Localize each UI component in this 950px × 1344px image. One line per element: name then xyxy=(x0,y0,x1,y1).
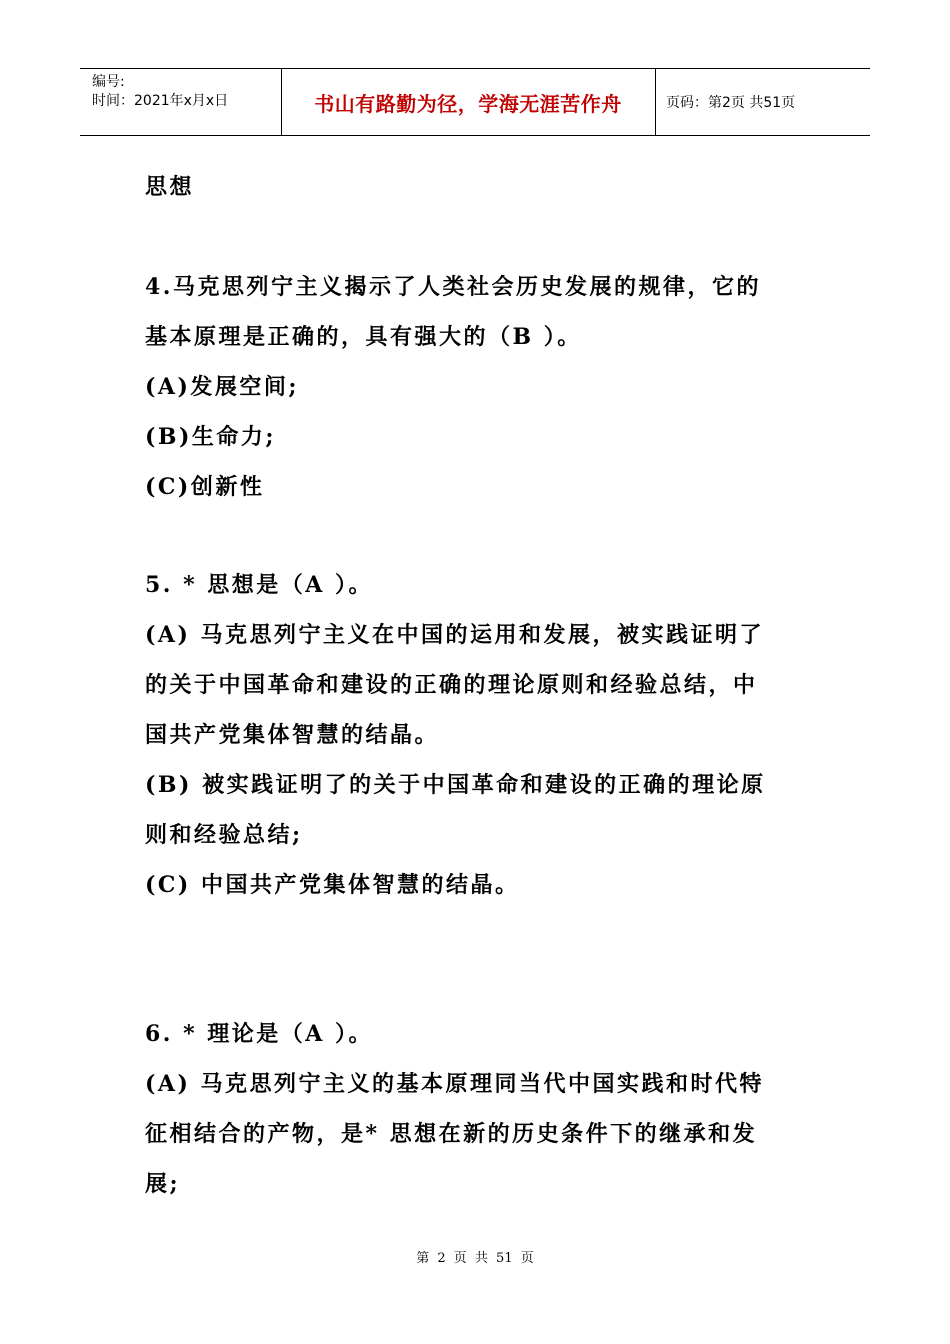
question-4-line-1: 4.马克思列宁主义揭示了人类社会历史发展的规律，它的 xyxy=(145,274,761,300)
header-page-info: 页码：第2页 共51页 xyxy=(666,95,796,111)
question-5: 5. * 思想是（A ）。 xyxy=(145,572,374,598)
question-6: 6. * 理论是（A ）。 xyxy=(145,1021,374,1047)
page-footer: 第 2 页 共 51 页 xyxy=(416,1251,534,1266)
page-header xyxy=(80,68,870,136)
date-label: 时间：2021年x月x日 xyxy=(92,93,229,109)
number-label: 编号: xyxy=(92,74,125,90)
header-meta xyxy=(92,73,228,111)
option-a-line-2: 的关于中国革命和建设的正确的理论原则和经验总结，中 xyxy=(145,672,758,698)
option-b: (B)生命力; xyxy=(145,424,277,450)
option-a: (A)发展空间; xyxy=(145,374,300,400)
header-motto: 书山有路勤为径，学海无涯苦作舟 xyxy=(314,91,622,116)
option-a-line-1: (A) 马克思列宁主义在中国的运用和发展，被实践证明了 xyxy=(145,622,765,648)
option-a-line-3: 国共产党集体智慧的结晶。 xyxy=(145,722,440,748)
option-a-line-3: 展; xyxy=(145,1171,181,1197)
question-4-line-2: 基本原理是正确的，具有强大的（B ）。 xyxy=(145,324,582,350)
option-c: (C)创新性 xyxy=(145,474,265,500)
option-b-line-2: 则和经验总结; xyxy=(145,822,303,848)
option-a-line-2: 征相结合的产物，是* 思想在新的历史条件下的继承和发 xyxy=(145,1121,758,1147)
text-line: 思想 xyxy=(145,174,195,200)
header-divider xyxy=(655,69,656,135)
option-a-line-1: (A) 马克思列宁主义的基本原理同当代中国实践和时代特 xyxy=(145,1071,765,1097)
option-b-line-1: (B) 被实践证明了的关于中国革命和建设的正确的理论原 xyxy=(145,772,766,798)
option-c: (C) 中国共产党集体智慧的结晶。 xyxy=(145,872,520,898)
